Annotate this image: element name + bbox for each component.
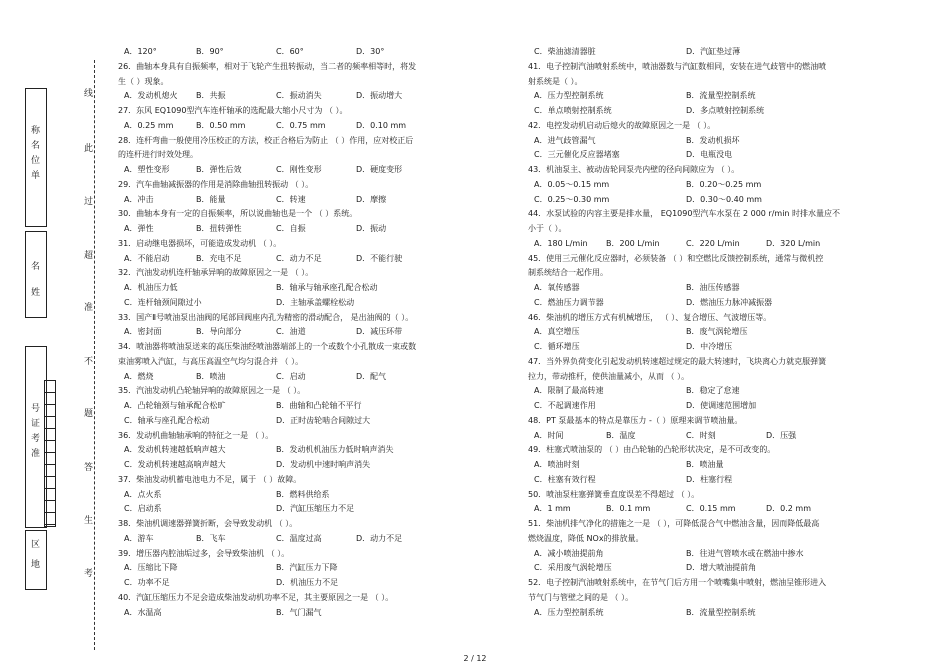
answer-options-row xyxy=(118,45,493,60)
question-stem: 52．电子控制汽油喷射系统中，在节气门后方用一个喷嘴集中喷射，燃油呈锥形进入 xyxy=(528,578,827,587)
answer-option: B．喷油量 xyxy=(686,460,724,469)
answer-option: A．弹性 xyxy=(124,224,154,233)
answer-option: B．飞车 xyxy=(196,533,226,543)
question-stem: 33．国产Ⅱ号喷油泵出油阀的尾部回阀座内孔为精密的滑动配合， 是出油阀的（ ）。 xyxy=(118,312,414,322)
answer-options-row xyxy=(118,488,493,503)
answer-option: A．时间 xyxy=(534,430,564,440)
answer-option: B．温度 xyxy=(606,430,636,440)
question-stem: 48．PT 泵最基本的特点是靠压力 -（ ）原理来调节喷油量。 xyxy=(528,415,743,425)
answer-option: A．120° xyxy=(124,47,157,56)
answer-options-row xyxy=(118,443,493,458)
unit-name-label-char: 名 xyxy=(31,141,41,151)
answer-option: A．1 mm xyxy=(534,504,571,514)
answer-option: B．稳定了怠速 xyxy=(686,386,740,396)
answer-options-row xyxy=(528,502,903,517)
answer-options-row xyxy=(118,163,493,178)
question-stem: 41．电子控制汽油喷射系统中，喷油器数与汽缸数相同，安装在进气歧管中的燃油喷 xyxy=(528,61,827,71)
answer-option: C．转速 xyxy=(276,194,306,204)
answer-option: C．循环增压 xyxy=(534,342,580,351)
binding-dashed-line xyxy=(94,60,95,650)
seal-line-char: 过 xyxy=(84,197,94,207)
answer-option: B．油压传感器 xyxy=(686,283,740,292)
question-stem: 38．柴油机调速器弹簧折断，会导致发动机 （ ）。 xyxy=(118,519,298,528)
question-stem-continued: 束油雾喷入汽缸，与高压高温空气均匀混合并 （ ）。 xyxy=(118,356,304,366)
answer-option: B．往进气管喷水或在燃油中掺水 xyxy=(686,548,804,558)
answer-options-row xyxy=(118,576,493,591)
answer-options-row xyxy=(528,104,903,119)
answer-option: B．共振 xyxy=(196,91,226,101)
answer-option: D．动力不足 xyxy=(356,533,403,543)
answer-option: A．发动机转速越低响声越大 xyxy=(124,445,226,455)
left-question-column xyxy=(118,45,493,620)
question-stem: 37．柴油发动机蓄电池电力不足，属于 （ ）故障。 xyxy=(118,474,302,484)
answer-option: D．压强 xyxy=(766,430,797,440)
question-stem-continued: 射系统是（ ）。 xyxy=(528,76,583,86)
answer-option: C．不起调速作用 xyxy=(534,401,596,410)
answer-option: A．游车 xyxy=(124,533,154,543)
answer-option: C．时刻 xyxy=(686,430,716,440)
answer-option: A．氧传感器 xyxy=(534,283,580,292)
answer-option: B．气门漏气 xyxy=(276,607,322,617)
answer-option: B．能量 xyxy=(196,194,226,204)
answer-options-row xyxy=(528,606,903,621)
answer-option: D．主轴承盖螺栓松动 xyxy=(276,297,355,307)
answer-option: B．喷油 xyxy=(196,371,226,381)
question-stem: 51．柴油机排气净化的措施之一是 （ ），可降低混合气中燃油含量，因而降低最高 xyxy=(528,519,820,528)
answer-option: D．发动机中速时响声消失 xyxy=(276,460,371,469)
question-stem-continued: 的连杆进行时效处理。 xyxy=(118,150,198,160)
question-stem-continued: 生（ ）现象。 xyxy=(118,76,169,86)
question-stem-continued: 燃烧温度，降低 NOx的排放量。 xyxy=(528,533,644,543)
answer-option: C．启动 xyxy=(276,371,306,381)
question-stem: 40．汽缸压缩压力不足会造成柴油发动机功率不足，其主要原因之一是 （ ）。 xyxy=(118,592,394,602)
answer-options-row xyxy=(118,502,493,517)
question-stem: 26．曲轴本身具有自振频率，相对于飞轮产生扭转振动，当二者的频率相等时，将发 xyxy=(118,61,417,71)
question-stem: 35．汽油发动机凸轮轴异响的故障原因之一是 （ ）。 xyxy=(118,386,306,396)
question-stem: 31．启动继电器损坏，可能造成发动机 （ ）。 xyxy=(118,238,282,248)
name-label-char: 名 xyxy=(31,262,41,272)
question-stem-continued: 小于（ ）。 xyxy=(528,224,567,233)
answer-options-row xyxy=(118,222,493,237)
seal-line-char: 超 xyxy=(84,251,94,261)
question-stem: 27．东风 EQ1090型汽车连杆轴承的选配最大缩小尺寸为 （ ）。 xyxy=(118,106,348,115)
name-box xyxy=(25,231,47,318)
answer-option: C．连杆轴颈间隙过小 xyxy=(124,297,202,307)
answer-option: A．压力型控制系统 xyxy=(534,607,604,617)
answer-option: A．塑性变形 xyxy=(124,165,170,174)
answer-option: A．机油压力低 xyxy=(124,283,178,292)
answer-option: A．减小喷油提前角 xyxy=(534,548,604,558)
answer-options-row xyxy=(528,237,903,252)
answer-options-row xyxy=(528,325,903,340)
region-label-char: 区 xyxy=(31,540,41,550)
answer-options-row xyxy=(528,296,903,311)
answer-option: C．柴油滤清器脏 xyxy=(534,47,596,56)
answer-options-row xyxy=(118,89,493,104)
answer-options-row xyxy=(118,252,493,267)
answer-option: C．0.15 mm xyxy=(686,504,736,514)
question-stem: 39．增压器内腔油垢过多，会导致柴油机 （ ）。 xyxy=(118,548,290,558)
question-stem-continued: 拉力，带动推杆，使供油量减小，从而 （ ）。 xyxy=(528,371,690,381)
seal-line-char: 线 xyxy=(84,89,94,99)
answer-option: C．柱塞有效行程 xyxy=(534,474,596,484)
question-stem: 45．使用三元催化反应器时，必须装备 （ ）和空燃比反馈控制系统，通常与微机控 xyxy=(528,253,824,263)
question-stem: 46．柴油机的增压方式有机械增压， （ ）、复合增压、气波增压等。 xyxy=(528,312,772,322)
answer-option: C．发动机转速越高响声越大 xyxy=(124,460,226,469)
answer-option: C．60° xyxy=(276,47,304,56)
answer-option: C．采用废气涡轮增压 xyxy=(534,563,612,573)
answer-option: B．充电不足 xyxy=(196,253,242,263)
question-stem: 43．机油泵主、被动齿轮同泵壳内壁的径向间隙应为 （ ）。 xyxy=(528,165,740,174)
answer-options-row xyxy=(118,370,493,385)
answer-option: C．自振 xyxy=(276,224,306,233)
answer-option: D．0.2 mm xyxy=(766,504,812,514)
seal-line-char: 此 xyxy=(84,144,94,154)
question-stem: 50．喷油泵柱塞弹簧垂直度误差不得超过 （ ）。 xyxy=(528,489,700,499)
answer-options-row xyxy=(118,399,493,414)
answer-option: D．0.30～0.40 mm xyxy=(686,194,762,204)
answer-option: B．0.1 mm xyxy=(606,504,651,514)
answer-option: B．弹性后效 xyxy=(196,165,242,174)
answer-options-row xyxy=(528,429,903,444)
unit-name-label-char: 单 xyxy=(31,171,41,181)
answer-options-row xyxy=(118,458,493,473)
answer-options-row xyxy=(528,458,903,473)
answer-options-row xyxy=(118,532,493,547)
question-stem: 28．连杆弯曲一般使用冷压校正的方法，校正合格后为防止 （ ）作用，应对校正后 xyxy=(118,135,414,145)
question-stem: 29．汽车曲轴减振器的作用是消除曲轴扭转振动 （ ）。 xyxy=(118,179,314,189)
answer-options-row xyxy=(528,384,903,399)
answer-option: B．0.50 mm xyxy=(196,120,246,130)
answer-option: D．硬度变形 xyxy=(356,165,403,174)
answer-option: D．振动增大 xyxy=(356,91,403,101)
answer-option: B．200 L/min xyxy=(606,238,660,248)
answer-option: B．汽缸压力下降 xyxy=(276,563,338,573)
answer-option: D．摩擦 xyxy=(356,194,387,204)
answer-option: B．发动机损坏 xyxy=(686,135,740,145)
answer-option: D．增大喷油提前角 xyxy=(686,563,757,573)
question-stem: 42．电控发动机启动后熄火的故障原因之一是 （ ）。 xyxy=(528,120,716,130)
question-stem: 32．汽油发动机连杆轴承异响的故障原因之一是 （ ）。 xyxy=(118,268,314,278)
answer-option: C．0.25～0.30 mm xyxy=(534,194,610,204)
answer-options-row xyxy=(528,148,903,163)
seal-line-char: 不 xyxy=(84,357,94,367)
answer-options-row xyxy=(528,547,903,562)
seal-line-char: 准 xyxy=(84,303,94,313)
answer-option: A．180 L/min xyxy=(534,238,588,248)
answer-option: B．0.20～0.25 mm xyxy=(686,179,762,189)
answer-option: D．0.10 mm xyxy=(356,120,407,130)
name-label-char: 姓 xyxy=(31,288,41,298)
region-label-char: 地 xyxy=(31,560,41,570)
answer-option: D．振动 xyxy=(356,224,387,233)
exam-id-label-char: 准 xyxy=(31,449,41,459)
answer-option: A．点火系 xyxy=(124,489,162,499)
answer-option: D．配气 xyxy=(356,371,387,381)
answer-option: D．柱塞行程 xyxy=(686,474,733,484)
answer-options-row xyxy=(118,119,493,134)
answer-options-row xyxy=(118,193,493,208)
answer-option: B．流量型控制系统 xyxy=(686,607,756,617)
answer-option: A．燃烧 xyxy=(124,371,154,381)
answer-option: B．曲轴和凸轮轴不平行 xyxy=(276,401,362,410)
answer-option: C．燃油压力调节器 xyxy=(534,297,604,307)
answer-option: D．汽缸垫过薄 xyxy=(686,47,741,56)
question-stem: 49．柱塞式喷油泵的 （ ）由凸轮轴的凸轮形状决定，是不可改变的。 xyxy=(528,445,776,455)
answer-option: B．扭转弹性 xyxy=(196,224,242,233)
answer-option: A．发动机熄火 xyxy=(124,91,178,101)
answer-option: A．压力型控制系统 xyxy=(534,91,604,101)
answer-option: B．导向部分 xyxy=(196,327,242,337)
question-stem-continued: 节气门与管壁之间的是 （ ）。 xyxy=(528,592,634,602)
question-stem: 44．水泵试验的内容主要是排水量， EQ1090型汽车水泵在 2 000 r/min 时排水量应不 xyxy=(528,209,841,219)
answer-option: D．汽缸压缩压力不足 xyxy=(276,504,355,514)
question-stem-continued: 制系统结合一起作用。 xyxy=(528,268,608,278)
answer-option: B．燃料供给系 xyxy=(276,489,330,499)
answer-option: A．喷油时刻 xyxy=(534,460,580,469)
seal-line-char: 题 xyxy=(84,409,94,419)
answer-options-row xyxy=(528,45,903,60)
question-stem: 36．发动机曲轴轴承响的特征之一是 （ ）。 xyxy=(118,430,274,440)
seal-line-char: 生 xyxy=(84,516,94,526)
answer-options-row xyxy=(528,399,903,414)
right-question-column xyxy=(528,45,903,620)
exam-id-label-char: 号 xyxy=(31,404,41,414)
unit-name-label-char: 位 xyxy=(31,156,41,166)
answer-option: D．正时齿轮啮合间隙过大 xyxy=(276,415,371,425)
answer-option: B．轴承与轴承座孔配合松动 xyxy=(276,283,378,292)
question-stem: 47．当外界负荷变化引起发动机转速超过规定的最大转速时，飞块离心力就克服弹簧 xyxy=(528,356,827,366)
answer-option: C．单点喷射控制系统 xyxy=(534,106,612,115)
answer-option: D．30° xyxy=(356,47,385,56)
answer-option: B．废气涡轮增压 xyxy=(686,327,748,337)
answer-options-row xyxy=(118,561,493,576)
answer-options-row xyxy=(118,414,493,429)
answer-option: A．压缩比下降 xyxy=(124,563,178,573)
answer-option: A．0.05～0.15 mm xyxy=(534,179,610,189)
answer-option: A．不能启动 xyxy=(124,253,170,263)
answer-option: D．使调速范围增加 xyxy=(686,401,757,410)
answer-options-row xyxy=(118,296,493,311)
answer-option: A．密封面 xyxy=(124,327,162,337)
seal-line-char: 答 xyxy=(84,463,94,473)
answer-option: A．0.25 mm xyxy=(124,120,174,130)
answer-option: C．振动消失 xyxy=(276,91,322,101)
answer-option: C．动力不足 xyxy=(276,253,322,263)
answer-option: D．燃油压力脉冲减振器 xyxy=(686,297,773,307)
answer-option: D．中冷增压 xyxy=(686,342,733,351)
answer-option: C．轴承与座孔配合松动 xyxy=(124,415,210,425)
answer-options-row xyxy=(118,281,493,296)
answer-options-row xyxy=(528,89,903,104)
answer-options-row xyxy=(528,281,903,296)
answer-options-row xyxy=(528,134,903,149)
answer-option: B．流量型控制系统 xyxy=(686,91,756,101)
answer-option: A．水温高 xyxy=(124,607,162,617)
answer-option: C．220 L/min xyxy=(686,238,740,248)
answer-option: C．启动系 xyxy=(124,504,162,514)
answer-options-row xyxy=(528,561,903,576)
answer-option: A．凸轮轴颈与轴承配合松旷 xyxy=(124,401,226,410)
unit-name-label-char: 称 xyxy=(31,126,41,136)
answer-option: C．油道 xyxy=(276,327,306,337)
answer-option: A．真空增压 xyxy=(534,327,580,337)
exam-id-label-char: 考 xyxy=(31,434,41,444)
answer-options-row xyxy=(118,606,493,621)
answer-option: D．多点喷射控制系统 xyxy=(686,106,765,115)
answer-option: B．发动机机油压力低时响声消失 xyxy=(276,445,394,455)
answer-options-row xyxy=(118,325,493,340)
answer-option: C．0.75 mm xyxy=(276,120,326,130)
answer-option: D．减压环带 xyxy=(356,327,403,337)
answer-option: C．功率不足 xyxy=(124,578,170,587)
exam-id-grid xyxy=(44,380,56,527)
answer-option: B．90° xyxy=(196,47,224,56)
answer-options-row xyxy=(528,473,903,488)
answer-option: C．三元催化反应器堵塞 xyxy=(534,150,620,160)
answer-option: A．进气歧管漏气 xyxy=(534,135,596,145)
answer-options-row xyxy=(528,340,903,355)
page-number: 2 / 12 xyxy=(463,654,487,663)
answer-option: D．320 L/min xyxy=(766,238,821,248)
answer-option: D．电瓶没电 xyxy=(686,150,733,160)
answer-options-row xyxy=(528,178,903,193)
answer-option: D．机油压力不足 xyxy=(276,578,339,587)
answer-option: A．冲击 xyxy=(124,194,154,204)
seal-line-char: 考 xyxy=(84,569,94,579)
question-stem: 30．曲轴本身有一定的自振频率，所以说曲轴也是一个 （ ）系统。 xyxy=(118,209,358,219)
question-stem: 34．喷油器将喷油泵送来的高压柴油经喷油器端部上的一个或数个小孔散成一束或数 xyxy=(118,342,417,351)
answer-options-row xyxy=(528,193,903,208)
answer-option: A．限制了最高转速 xyxy=(534,386,604,396)
exam-id-label-char: 证 xyxy=(31,419,41,429)
answer-option: C．温度过高 xyxy=(276,533,322,543)
answer-option: C．刚性变形 xyxy=(276,165,322,174)
answer-option: D．不能行驶 xyxy=(356,253,403,263)
